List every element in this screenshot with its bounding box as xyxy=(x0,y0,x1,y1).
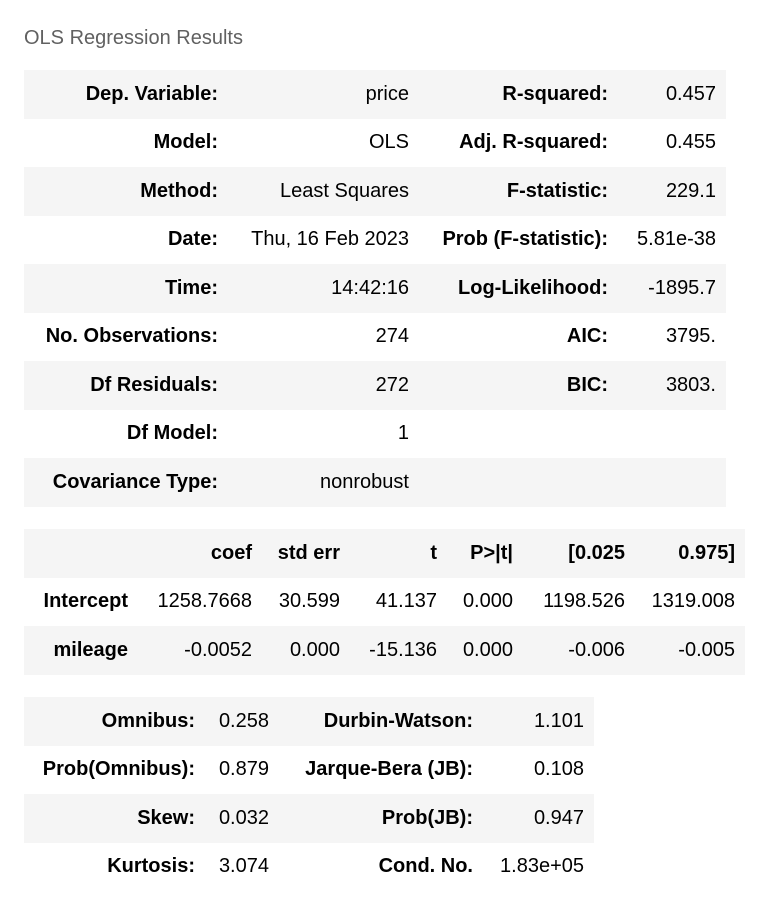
summary-label: AIC: xyxy=(419,313,618,362)
coef-cell: 1258.7668 xyxy=(138,578,262,627)
summary-value: 5.81e-38 xyxy=(618,216,726,265)
column-header xyxy=(24,529,138,578)
summary-value: 3803. xyxy=(618,361,726,410)
summary-label: Adj. R-squared: xyxy=(419,119,618,168)
summary-label: BIC: xyxy=(419,361,618,410)
summary-label: Covariance Type: xyxy=(24,458,228,507)
summary-value: price xyxy=(228,70,419,119)
table-row xyxy=(24,70,726,119)
std-err-cell: 0.000 xyxy=(262,626,350,675)
table-row xyxy=(24,313,726,362)
coef-cell: -0.0052 xyxy=(138,626,262,675)
ci-high-cell: 1319.008 xyxy=(635,578,745,627)
summary-value: 14:42:16 xyxy=(228,264,419,313)
summary-label: Df Model: xyxy=(24,410,228,459)
table-header-row xyxy=(24,529,745,578)
summary-value: -1895.7 xyxy=(618,264,726,313)
ci-high-cell: -0.005 xyxy=(635,626,745,675)
diagnostic-value: 0.879 xyxy=(205,746,279,795)
p-value-cell: 0.000 xyxy=(447,626,523,675)
summary-label: No. Observations: xyxy=(24,313,228,362)
summary-value: Least Squares xyxy=(228,167,419,216)
std-err-cell: 30.599 xyxy=(262,578,350,627)
table-row xyxy=(24,746,594,795)
ci-low-cell: -0.006 xyxy=(523,626,635,675)
table-row xyxy=(24,697,594,746)
diagnostic-label: Durbin-Watson: xyxy=(279,697,483,746)
table-caption: OLS Regression Results xyxy=(24,27,243,49)
t-cell: -15.136 xyxy=(350,626,447,675)
diagnostic-label: Kurtosis: xyxy=(24,843,205,892)
diagnostic-value: 3.074 xyxy=(205,843,279,892)
row-header: mileage xyxy=(24,626,138,675)
column-header: [0.025 xyxy=(523,529,635,578)
table-row xyxy=(24,578,745,627)
table-row xyxy=(24,626,745,675)
summary-label: F-statistic: xyxy=(419,167,618,216)
summary-value: nonrobust xyxy=(228,458,419,507)
column-header: t xyxy=(350,529,447,578)
summary-label: Date: xyxy=(24,216,228,265)
row-header: Intercept xyxy=(24,578,138,627)
diagnostic-value: 1.83e+05 xyxy=(483,843,594,892)
table-row xyxy=(24,216,726,265)
summary-value: OLS xyxy=(228,119,419,168)
diagnostics-table xyxy=(24,697,594,891)
column-header: coef xyxy=(138,529,262,578)
table-row xyxy=(24,119,726,168)
diagnostic-label: Skew: xyxy=(24,794,205,843)
diagnostic-value: 0.947 xyxy=(483,794,594,843)
column-header: P>|t| xyxy=(447,529,523,578)
table-row xyxy=(24,410,726,459)
summary-label: Method: xyxy=(24,167,228,216)
diagnostic-label: Prob(JB): xyxy=(279,794,483,843)
summary-value: 272 xyxy=(228,361,419,410)
diagnostic-value: 0.108 xyxy=(483,746,594,795)
summary-label: Prob (F-statistic): xyxy=(419,216,618,265)
diagnostic-label: Omnibus: xyxy=(24,697,205,746)
table-row xyxy=(24,843,594,892)
model-summary-table xyxy=(24,70,726,507)
summary-value xyxy=(618,458,726,507)
diagnostic-value: 1.101 xyxy=(483,697,594,746)
summary-label: Log-Likelihood: xyxy=(419,264,618,313)
table-row xyxy=(24,264,726,313)
table-row xyxy=(24,361,726,410)
summary-value: Thu, 16 Feb 2023 xyxy=(228,216,419,265)
summary-label: Dep. Variable: xyxy=(24,70,228,119)
table-row xyxy=(24,458,726,507)
diagnostic-label: Prob(Omnibus): xyxy=(24,746,205,795)
summary-label xyxy=(419,410,618,459)
summary-value: 3795. xyxy=(618,313,726,362)
column-header: std err xyxy=(262,529,350,578)
summary-value: 274 xyxy=(228,313,419,362)
summary-label: Model: xyxy=(24,119,228,168)
summary-value: 229.1 xyxy=(618,167,726,216)
summary-value: 0.455 xyxy=(618,119,726,168)
diagnostic-label: Jarque-Bera (JB): xyxy=(279,746,483,795)
p-value-cell: 0.000 xyxy=(447,578,523,627)
diagnostic-value: 0.258 xyxy=(205,697,279,746)
diagnostic-value: 0.032 xyxy=(205,794,279,843)
summary-value xyxy=(618,410,726,459)
table-row xyxy=(24,167,726,216)
table-row xyxy=(24,794,594,843)
diagnostic-label: Cond. No. xyxy=(279,843,483,892)
ci-low-cell: 1198.526 xyxy=(523,578,635,627)
t-cell: 41.137 xyxy=(350,578,447,627)
column-header: 0.975] xyxy=(635,529,745,578)
summary-label: R-squared: xyxy=(419,70,618,119)
summary-label xyxy=(419,458,618,507)
summary-label: Time: xyxy=(24,264,228,313)
summary-value: 0.457 xyxy=(618,70,726,119)
coefficients-table xyxy=(24,529,745,675)
summary-value: 1 xyxy=(228,410,419,459)
summary-label: Df Residuals: xyxy=(24,361,228,410)
